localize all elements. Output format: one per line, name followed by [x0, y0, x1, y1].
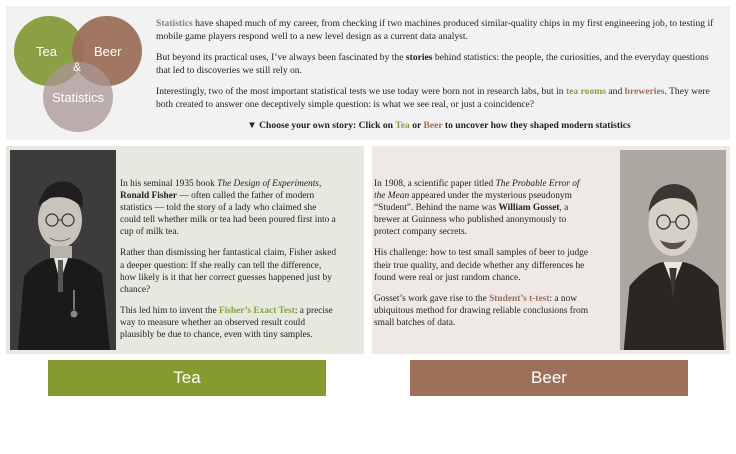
tea-story-paragraph-3: [120, 305, 338, 341]
beer-p1-a: In 1908, a scientific paper titled: [374, 179, 496, 189]
venn-label-beer: Beer: [94, 44, 122, 59]
beer-story-panel: [372, 146, 730, 354]
intro-paragraph-1: [156, 18, 722, 43]
beer-button[interactable]: Beer: [410, 360, 688, 396]
beer-story-paragraph-3: [374, 293, 592, 329]
choose-text-b: or: [409, 120, 424, 131]
william-gosset-portrait: [620, 150, 726, 350]
venn-label-ampersand: &: [73, 60, 82, 74]
intro-p3-text-b: and: [606, 86, 625, 97]
tea-story-paragraph-1: [120, 178, 338, 238]
tea-story-paragraph-2: Rather than dismissing her fantastical claim, Fisher asked a deeper question: If she really can tell the difference, how likely is it that her correct guesses happened just by chance?: [120, 248, 337, 295]
beer-story-paragraph-2: His challenge: how to test small samples of beer to judge their true quality, and decide whether any differences he found were real or just random chance.: [374, 248, 589, 283]
choose-story-prompt: [156, 120, 722, 133]
paper-title: The Probable Error of the Mean: [374, 179, 580, 202]
tea-button[interactable]: Tea: [48, 360, 326, 396]
choose-tea-highlight: Tea: [395, 120, 410, 131]
beer-story-text: [374, 178, 592, 338]
book-title: The Design of Experiments: [217, 179, 319, 189]
tea-rooms-highlight: tea rooms: [565, 86, 607, 97]
breweries-highlight: breweries: [624, 86, 665, 97]
tea-p1-b: ,: [318, 179, 322, 189]
intro-p2-text-b: behind statistics: the people, the curiosities, and the everyday questions that led to discoveries we still rely on.: [156, 52, 709, 76]
beer-p1-c: , a brewer at Guinness who published anonymously to protect company secrets.: [374, 203, 569, 238]
statistics-highlight: Statistics: [156, 18, 193, 29]
intro-p2-text-a: But beyond its practical uses, I’ve always been fascinated by the: [156, 52, 406, 63]
tea-p3-a: This led him to invent the: [120, 305, 219, 316]
venn-label-tea: Tea: [36, 44, 57, 59]
beer-p3-b: : a now ubiquitous method for drawing reliable conclusions from small batches of data.: [374, 293, 589, 328]
fisher-name: Ronald Fisher: [120, 191, 178, 202]
intro-paragraph-3: [156, 86, 722, 111]
students-t-test-highlight: Student’s t-test: [489, 293, 550, 304]
intro-paragraph-2: [156, 52, 722, 77]
venn-diagram: [6, 6, 156, 140]
beer-story-paragraph-1: [374, 178, 592, 238]
gosset-name: William Gosset: [498, 203, 560, 214]
intro-p3-text-a: Interestingly, two of the most important statistical tests we use today were born not in research labs, but in: [156, 86, 566, 97]
intro-panel: [6, 6, 730, 140]
intro-p1-text: have shaped much of my career, from checking if two machines produced similar-quality chips in my first engineering job, to testing if mobile game players respond well to a new level design as a current data analyst.: [156, 18, 714, 42]
tea-p1-c: — often called the father of modern statistics — told the story of a lady who claimed she could tell whether milk or tea had been poured first into a cup of milk tea.: [120, 191, 336, 238]
choose-text-c: to uncover how they shaped modern statistics: [442, 120, 631, 131]
beer-p1-b: appeared under the mysterious pseudonym “Student”. Behind the name was: [374, 191, 572, 214]
tea-p1-a: In his seminal 1935 book: [120, 179, 218, 189]
choose-text-a: ▼ Choose your own story: Click on: [247, 120, 396, 131]
intro-text: [156, 18, 722, 133]
tea-story-panel: [6, 146, 364, 354]
fishers-exact-test-highlight: Fisher’s Exact Test: [218, 305, 295, 316]
intro-p3-text-c: . They were both created to answer one deceptively simple question: is what we see real, or just a coincidence?: [156, 86, 710, 110]
tea-story-text: [120, 178, 338, 350]
choose-beer-highlight: Beer: [423, 120, 443, 131]
tea-p3-b: : a precise way to measure whether an observed result could plausibly be due to chance, even with tiny samples.: [120, 305, 333, 341]
beer-p3-a: Gosset’s work gave rise to the: [374, 293, 490, 304]
venn-label-statistics: Statistics: [52, 90, 105, 105]
ronald-fisher-portrait: [10, 150, 116, 350]
stories-bold: stories: [405, 52, 433, 63]
